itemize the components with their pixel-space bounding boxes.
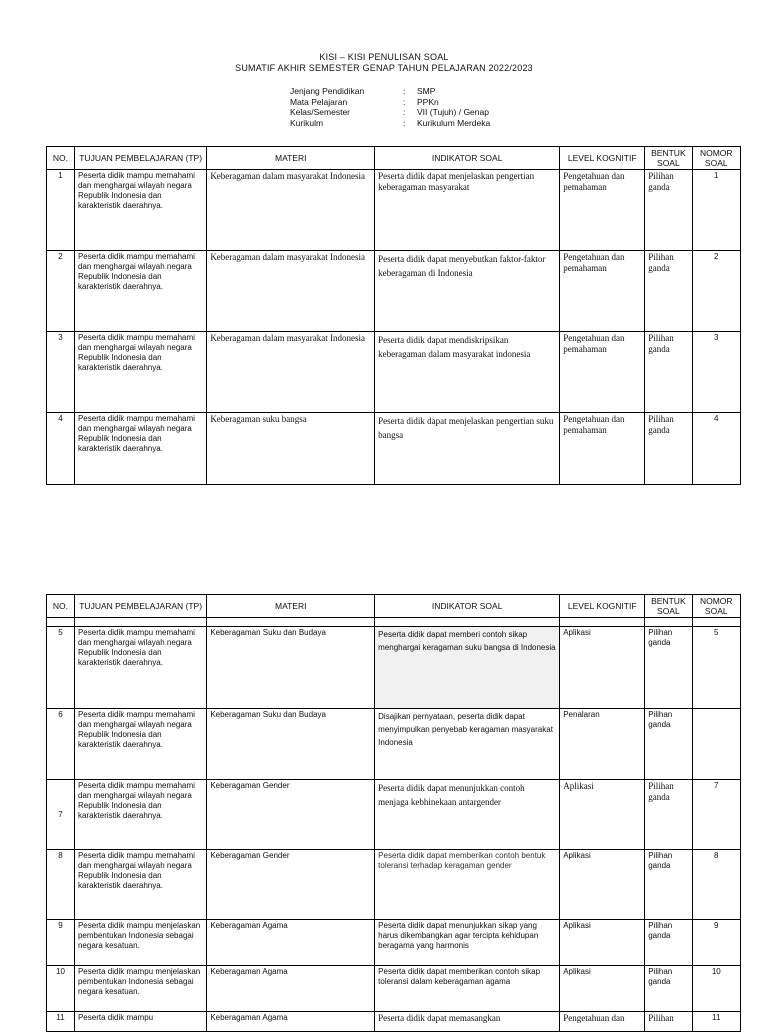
col-header-no: NO. — [47, 147, 75, 170]
cell-no: 9 — [47, 920, 75, 966]
cell-indikator: Peserta didik dapat memberikan contoh sikap toleransi dalam keberagaman agama — [375, 966, 560, 1012]
meta-separator: : — [403, 107, 406, 117]
cell-level: Pengetahuan dan pemahaman — [560, 251, 645, 332]
cell-tp: Peserta didik mampu memahami dan menghargai wilayah negara Republik Indonesia dan karakteristik daerahnya. — [74, 780, 206, 850]
meta-row — [290, 97, 490, 108]
meta-value: Kurikulum Merdeka — [417, 117, 491, 128]
spacer-cell — [692, 618, 740, 627]
cell-tp: Peserta didik mampu — [74, 1012, 206, 1032]
cell-bentuk: Pilihan ganda — [645, 251, 692, 332]
table-row — [47, 170, 741, 251]
meta-value: PPKn — [417, 96, 439, 107]
cell-no: 7 — [47, 780, 75, 850]
cell-materi: Keberagaman Gender — [207, 780, 375, 850]
cell-bentuk: Pilihan ganda — [645, 780, 692, 850]
cell-materi: Keberagaman Suku dan Budaya — [207, 627, 375, 709]
meta-separator: : — [403, 117, 406, 128]
col-header-nomor: NOMOR SOAL — [692, 147, 740, 170]
spacer-cell — [645, 618, 692, 627]
cell-nomor: 4 — [692, 413, 740, 485]
cell-level: Aplikasi — [560, 850, 645, 920]
cell-bentuk: Pilihan ganda — [645, 850, 692, 920]
cell-nomor: 7 — [692, 780, 740, 850]
cell-bentuk: Pilihan ganda — [645, 413, 692, 485]
cell-materi: Keberagaman Suku dan Budaya — [207, 709, 375, 780]
cell-materi: Keberagaman Agama — [207, 920, 375, 966]
table-row — [47, 920, 741, 966]
cell-indikator: Peserta didik dapat memberi contoh sikap menghargai keragaman suku bangsa di Indonesia — [375, 627, 560, 709]
table-spacer-row — [47, 618, 741, 627]
col-header-nomor: NOMOR SOAL — [692, 595, 740, 618]
cell-bentuk: Pilihan ganda — [645, 332, 692, 413]
cell-tp: Peserta didik mampu menjelaskan pembentukan Indonesia sebagai negara kesatuan. — [74, 966, 206, 1012]
col-header-indikator: INDIKATOR SOAL — [375, 595, 560, 618]
cell-nomor — [692, 709, 740, 780]
cell-level: Penalaran — [560, 709, 645, 780]
meta-row — [290, 86, 490, 97]
table-header-row — [47, 147, 741, 170]
cell-nomor: 9 — [692, 920, 740, 966]
meta-row — [290, 118, 490, 129]
document-subtitle: SUMATIF AKHIR SEMESTER GENAP TAHUN PELAJARAN 2022/2023 — [235, 63, 533, 73]
document-header — [0, 52, 768, 74]
col-header-bentuk: BENTUK SOAL — [645, 147, 692, 170]
cell-tp: Peserta didik mampu memahami dan menghargai wilayah negara Republik Indonesia dan karakteristik daerahnya. — [74, 251, 206, 332]
col-header-no: NO. — [47, 595, 75, 618]
cell-no: 1 — [47, 170, 75, 251]
table-row — [47, 251, 741, 332]
cell-tp: Peserta didik mampu memahami dan menghargai wilayah negara Republik Indonesia dan karakteristik daerahnya. — [74, 627, 206, 709]
cell-bentuk: Pilihan — [645, 1012, 692, 1032]
document-title: KISI – KISI PENULISAN SOAL — [319, 52, 449, 62]
table-header-row — [47, 595, 741, 618]
table-row — [47, 966, 741, 1012]
cell-bentuk: Pilihan ganda — [645, 966, 692, 1012]
table-row — [47, 332, 741, 413]
cell-tp: Peserta didik mampu memahami dan menghargai wilayah negara Republik Indonesia dan karakteristik daerahnya. — [74, 332, 206, 413]
table-row — [47, 780, 741, 850]
cell-no: 4 — [47, 413, 75, 485]
spacer-cell — [375, 618, 560, 627]
cell-indikator: Peserta didik dapat menjelaskan pengertian keberagaman masyarakat — [375, 170, 560, 251]
cell-indikator: Peserta didik dapat menunjukkan sikap yang harus dikembangkan agar tercipta kehidupan beragama yang harmonis — [375, 920, 560, 966]
meta-value: SMP — [417, 86, 436, 96]
table-row — [47, 1012, 741, 1032]
cell-level: Pengetahuan dan — [560, 1012, 645, 1032]
col-header-bentuk: BENTUK SOAL — [645, 595, 692, 618]
col-header-materi: MATERI — [207, 595, 375, 618]
col-header-tp: TUJUAN PEMBELAJARAN (TP) — [74, 147, 206, 170]
cell-no: 10 — [47, 966, 75, 1012]
meta-key: Kurikulm — [290, 117, 324, 128]
cell-indikator: Peserta didik dapat menunjukkan contoh menjaga kebhinekaan antargender — [375, 780, 560, 850]
cell-materi: Keberagaman Agama — [207, 966, 375, 1012]
table-row — [47, 709, 741, 780]
cell-nomor: 10 — [692, 966, 740, 1012]
cell-nomor: 3 — [692, 332, 740, 413]
cell-level: Aplikasi — [560, 966, 645, 1012]
cell-level: Aplikasi — [560, 920, 645, 966]
cell-indikator: Peserta didik dapat memberikan contoh bentuk toleransi terhadap keragaman gender — [375, 850, 560, 920]
kisi-table-1 — [46, 146, 741, 485]
cell-materi: Keberagaman dalam masyarakat Indonesia — [207, 170, 375, 251]
cell-no: 5 — [47, 627, 75, 709]
cell-indikator: Peserta didik dapat memasangkan — [375, 1012, 560, 1032]
meta-key: Mata Pelajaran — [290, 96, 348, 107]
cell-materi: Keberagaman Gender — [207, 850, 375, 920]
cell-tp: Peserta didik mampu memahami dan menghargai wilayah negara Republik Indonesia dan karakteristik daerahnya. — [74, 709, 206, 780]
meta-key: Jenjang Pendidikan — [290, 86, 365, 96]
cell-tp: Peserta didik mampu menjelaskan pembentukan Indonesia sebagai negara kesatuan. — [74, 920, 206, 966]
spacer-cell — [207, 618, 375, 627]
cell-materi: Keberagaman dalam masyarakat Indonesia — [207, 332, 375, 413]
cell-materi: Keberagaman suku bangsa — [207, 413, 375, 485]
cell-bentuk: Pilihan ganda — [645, 709, 692, 780]
spacer-cell — [47, 618, 75, 627]
spacer-cell — [74, 618, 206, 627]
cell-no: 2 — [47, 251, 75, 332]
cell-nomor: 1 — [692, 170, 740, 251]
col-header-indikator: INDIKATOR SOAL — [375, 147, 560, 170]
cell-bentuk: Pilihan ganda — [645, 920, 692, 966]
cell-tp: Peserta didik mampu memahami dan menghargai wilayah negara Republik Indonesia dan karakteristik daerahnya. — [74, 413, 206, 485]
cell-level: Pengetahuan dan pemahaman — [560, 332, 645, 413]
cell-indikator: Disajikan pernyataan, peserta didik dapat menyimpulkan penyebab keragaman masyarakat Indonesia — [375, 709, 560, 780]
meta-value: VII (Tujuh) / Genap — [417, 107, 489, 117]
cell-tp: Peserta didik mampu memahami dan menghargai wilayah negara Republik Indonesia dan karakteristik daerahnya. — [74, 850, 206, 920]
cell-indikator: Peserta didik dapat menyebutkan faktor-faktor keberagaman di Indonesia — [375, 251, 560, 332]
table-row — [47, 850, 741, 920]
meta-key: Kelas/Semester — [290, 107, 350, 117]
cell-materi: Keberagaman dalam masyarakat Indonesia — [207, 251, 375, 332]
cell-no: 11 — [47, 1012, 75, 1032]
table-row — [47, 627, 741, 709]
cell-level: Aplikasi — [560, 780, 645, 850]
col-header-tp: TUJUAN PEMBELAJARAN (TP) — [74, 595, 206, 618]
meta-row — [290, 107, 490, 118]
col-header-level: LEVEL KOGNITIF — [560, 147, 645, 170]
cell-level: Aplikasi — [560, 627, 645, 709]
spacer-cell — [560, 618, 645, 627]
cell-no: 8 — [47, 850, 75, 920]
document-meta — [290, 86, 490, 128]
col-header-level: LEVEL KOGNITIF — [560, 595, 645, 618]
cell-nomor: 5 — [692, 627, 740, 709]
col-header-materi: MATERI — [207, 147, 375, 170]
meta-separator: : — [403, 96, 406, 107]
cell-tp: Peserta didik mampu memahami dan menghargai wilayah negara Republik Indonesia dan karakteristik daerahnya. — [74, 170, 206, 251]
kisi-table-2 — [46, 594, 741, 1032]
cell-indikator: Peserta didik dapat menjelaskan pengertian suku bangsa — [375, 413, 560, 485]
cell-bentuk: Pilihan ganda — [645, 170, 692, 251]
cell-nomor: 8 — [692, 850, 740, 920]
table-row — [47, 413, 741, 485]
cell-level: Pengetahuan dan pemahaman — [560, 413, 645, 485]
cell-nomor: 11 — [692, 1012, 740, 1032]
cell-indikator: Peserta didik dapat mendiskripsikan keberagaman dalam masyarakat indonesia — [375, 332, 560, 413]
cell-no: 6 — [47, 709, 75, 780]
cell-level: Pengetahuan dan pemahaman — [560, 170, 645, 251]
cell-nomor: 2 — [692, 251, 740, 332]
cell-materi: Keberagaman Agama — [207, 1012, 375, 1032]
cell-bentuk: Pilihan ganda — [645, 627, 692, 709]
cell-no: 3 — [47, 332, 75, 413]
meta-separator: : — [403, 86, 406, 96]
